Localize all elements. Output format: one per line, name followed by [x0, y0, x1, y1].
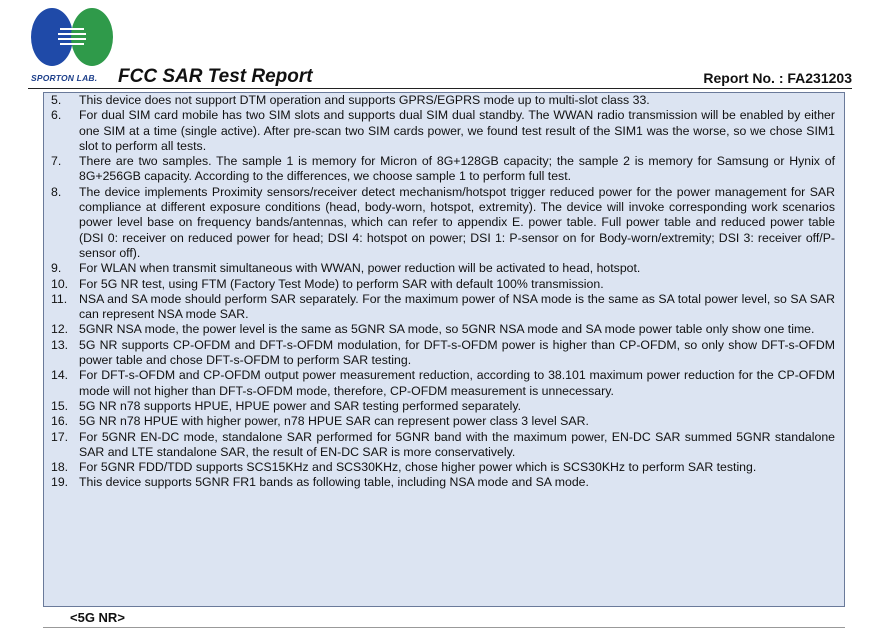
bottom-divider [43, 627, 845, 628]
note-text: For 5GNR EN-DC mode, standalone SAR performed for 5GNR band with the maximum power, EN-DC SAR summed 5GNR standalone SAR and LTE standalone SAR, the result of EN-DC SAR is more conservatively. [79, 429, 835, 459]
notes-box [43, 92, 845, 607]
note-number: 17. [51, 429, 69, 444]
note-item [44, 154, 844, 185]
note-number: 8. [51, 184, 62, 199]
note-item [44, 414, 844, 429]
note-item [44, 261, 844, 276]
note-item [44, 108, 844, 154]
note-text: 5G NR n78 supports HPUE, HPUE power and SAR testing performed separately. [79, 398, 521, 413]
note-text: 5G NR supports CP-OFDM and DFT-s-OFDM modulation, for DFT-s-OFDM power is higher than CP-OFDM, so only show DFT-s-OFDM power table and chose DFT-s-OFDM to perform SAR testing. [79, 337, 835, 368]
note-item [44, 399, 844, 414]
note-number: 10. [51, 276, 69, 291]
note-text: The device implements Proximity sensors/receiver detect mechanism/hotspot trigger reduced power for the power management for SAR compliance at different exposure conditions (head, body-worn, hotspot, extremity). The device will invoke corresponding work scenarios power level base on frequency bands/antennas, which can refer to appendix E. power table. Full power table and reduced power table (DSI 0: receiver on reduced power for head; DSI 4: hotspot on power; DSI 1: P-sensor on for Body-worn/extremity; DSI 3: receiver off/P-sensor off). [79, 184, 835, 260]
note-text: For 5GNR FDD/TDD supports SCS15KHz and SCS30KHz, chose higher power which is SCS30KHz to perform SAR testing. [79, 460, 757, 475]
note-number: 18. [51, 460, 69, 475]
logo-text: SPORTON LAB. [31, 73, 98, 83]
note-text: 5GNR NSA mode, the power level is the same as 5GNR SA mode, so 5GNR NSA mode and SA mode power table only show one time. [79, 322, 815, 337]
note-item [44, 322, 844, 337]
note-item [44, 460, 844, 475]
note-text: For WLAN when transmit simultaneous with WWAN, power reduction will be activated to head, hotspot. [79, 261, 641, 276]
note-number: 6. [51, 108, 62, 123]
note-text: For 5G NR test, using FTM (Factory Test Mode) to perform SAR with default 100% transmission. [79, 276, 604, 291]
note-number: 15. [51, 398, 69, 413]
note-number: 9. [51, 261, 62, 276]
note-number: 12. [51, 322, 69, 337]
note-text: NSA and SA mode should perform SAR separately. For the maximum power of NSA mode is the same as SA total power level, so SA SAR can represent NSA mode SAR. [79, 291, 835, 322]
document-title: FCC SAR Test Report [118, 66, 313, 87]
note-text: This device does not support DTM operation and supports GPRS/EGPRS mode up to multi-slot class 33. [79, 93, 650, 107]
note-number: 11. [51, 291, 68, 306]
note-item [44, 368, 844, 399]
note-number: 16. [51, 414, 69, 429]
note-number: 5. [51, 93, 62, 107]
note-text: 5G NR n78 HPUE with higher power, n78 HPUE SAR can represent power class 3 level SAR. [79, 414, 589, 429]
note-item [44, 292, 844, 323]
note-number: 19. [51, 475, 69, 490]
sporton-logo-icon [30, 7, 114, 75]
notes-list [44, 93, 844, 491]
note-item [44, 93, 844, 108]
header-divider [28, 88, 852, 89]
note-item [44, 277, 844, 292]
note-text: For DFT-s-OFDM and CP-OFDM output power measurement reduction, according to 38.101 maximum power reduction for the CP-OFDM mode will not higher than DFT-s-OFDM mode, therefore, CP-OFDM measurement is unnecessary. [79, 368, 835, 398]
note-number: 14. [51, 368, 69, 383]
note-text: There are two samples. The sample 1 is memory for Micron of 8G+128GB capacity; the sample 2 is memory for Samsung or Hynix of 8G+256GB capacity. According to the differences, we choose sample 1 to perform full test. [79, 154, 835, 184]
note-item [44, 475, 844, 490]
note-number: 13. [51, 337, 69, 352]
note-text: For dual SIM card mobile has two SIM slots and supports dual SIM dual standby. The WWAN radio transmission will be enabled by either one SIM at a time (single active). After pre-scan two SIM cards power, we found test result of the SIM1 was the worse, so we chose SIM1 slot to perform all tests. [79, 108, 835, 153]
note-item [44, 185, 844, 261]
report-number: Report No. : FA231203 [703, 70, 852, 86]
note-item [44, 338, 844, 369]
note-text: This device supports 5GNR FR1 bands as following table, including NSA mode and SA mode. [79, 475, 589, 490]
note-item [44, 430, 844, 461]
note-number: 7. [51, 154, 62, 169]
section-label-5g-nr: <5G NR> [70, 610, 125, 625]
